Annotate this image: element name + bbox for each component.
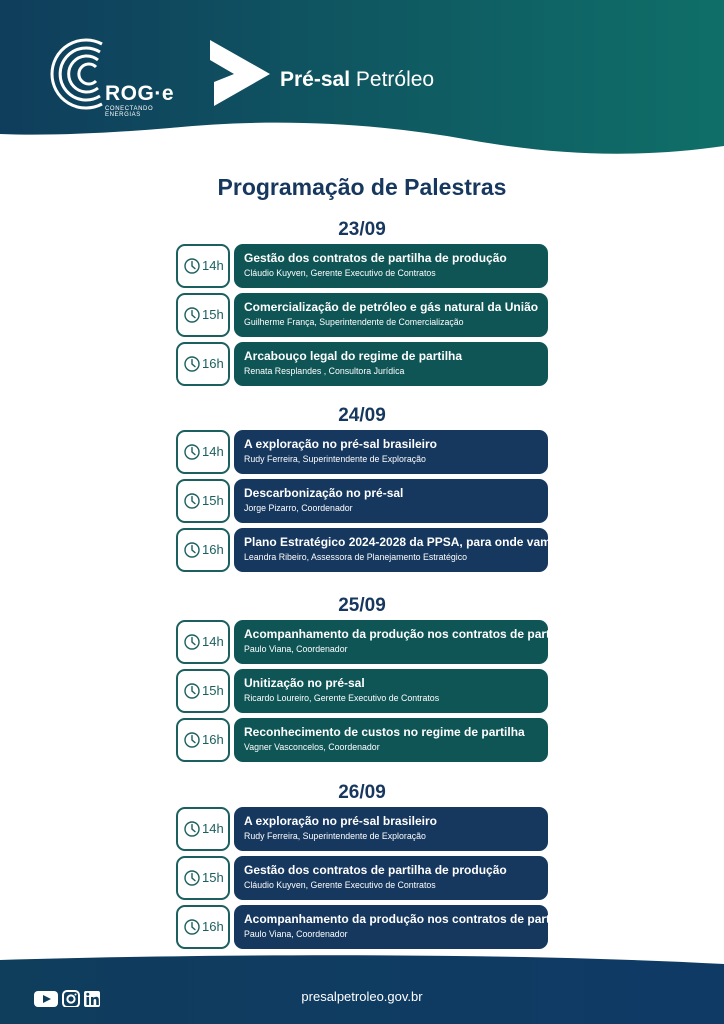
time-slot (176, 293, 230, 337)
talk-card (234, 807, 548, 851)
clock-icon (184, 732, 200, 753)
presal-petroleo-logo (206, 36, 466, 110)
page-title: Programação de Palestras (217, 174, 507, 200)
talk-title: Plano Estratégico 2024-2028 da PPSA, para onde vamos? (244, 535, 573, 549)
talk-card (234, 718, 548, 762)
clock-icon (184, 821, 200, 842)
talk-title: Unitização no pré-sal (244, 676, 365, 690)
presal-petroleo-wordmark (280, 68, 434, 92)
presal-chevron-icon (206, 36, 276, 110)
website-link[interactable]: presalpetroleo.gov.br (301, 989, 423, 1004)
talk-speaker: Paulo Viana, Coordenador (244, 644, 348, 654)
presal-wordmark-bold: Pré-sal (280, 68, 351, 91)
clock-icon (184, 870, 200, 891)
presal-wordmark-regular: Petróleo (350, 68, 435, 91)
clock-icon (184, 919, 200, 940)
talk-card (234, 244, 548, 288)
clock-icon (184, 258, 200, 279)
time-slot (176, 620, 230, 664)
day-label: 26/09 (338, 782, 386, 803)
talk-speaker: Paulo Viana, Coordenador (244, 929, 348, 939)
talk-title: Comercialização de petróleo e gás natural da União (244, 300, 539, 314)
time-label: 14h (202, 634, 224, 649)
time-slot (176, 342, 230, 386)
talk-card (234, 620, 571, 664)
talk-speaker: Rudy Ferreira, Superintendente de Exploração (244, 454, 426, 464)
clock-icon (184, 493, 200, 514)
talk-card (234, 905, 571, 949)
day-label: 24/09 (338, 405, 386, 426)
rog-e-logo (50, 32, 190, 116)
talk-title: A exploração no pré-sal brasileiro (244, 814, 437, 828)
time-slot (176, 430, 230, 474)
clock-icon (184, 356, 200, 377)
talk-title: Descarbonização no pré-sal (244, 486, 404, 500)
talk-card (234, 528, 573, 572)
talk-title: Acompanhamento da produção nos contratos de partilha (244, 627, 571, 641)
rog-e-logo-text: ROG·e (105, 82, 175, 105)
time-slot (176, 905, 230, 949)
talk-speaker: Guilherme França, Superintendente de Comercialização (244, 317, 464, 327)
talk-card (234, 342, 548, 386)
talk-card (234, 479, 548, 523)
rog-e-logo-subtitle: CONECTANDO ENERGIAS (105, 106, 154, 118)
talk-card (234, 856, 548, 900)
talk-title: Gestão dos contratos de partilha de produção (244, 863, 507, 877)
time-label: 16h (202, 919, 224, 934)
talk-title: Reconhecimento de custos no regime de partilha (244, 725, 525, 739)
time-label: 14h (202, 258, 224, 273)
talk-title: Arcabouço legal do regime de partilha (244, 349, 463, 363)
clock-icon (184, 634, 200, 655)
talk-speaker: Vagner Vasconcelos, Coordenador (244, 742, 380, 752)
talk-card (234, 669, 548, 713)
talk-speaker: Leandra Ribeiro, Assessora de Planejamento Estratégico (244, 552, 467, 562)
time-slot (176, 669, 230, 713)
time-label: 14h (202, 821, 224, 836)
rog-e-rings-icon (50, 32, 110, 116)
time-label: 15h (202, 493, 224, 508)
time-label: 15h (202, 307, 224, 322)
talk-title: A exploração no pré-sal brasileiro (244, 437, 437, 451)
talk-card (234, 293, 548, 337)
talk-speaker: Cláudio Kuyven, Gerente Executivo de Contratos (244, 880, 436, 890)
time-slot (176, 718, 230, 762)
time-slot (176, 528, 230, 572)
talk-speaker: Rudy Ferreira, Superintendente de Exploração (244, 831, 426, 841)
clock-icon (184, 683, 200, 704)
clock-icon (184, 542, 200, 563)
time-label: 14h (202, 444, 224, 459)
day-label: 23/09 (338, 219, 386, 240)
talk-speaker: Jorge Pizarro, Coordenador (244, 503, 353, 513)
talk-speaker: Renata Resplandes , Consultora Jurídica (244, 366, 405, 376)
time-label: 16h (202, 732, 224, 747)
talk-speaker: Ricardo Loureiro, Gerente Executivo de Contratos (244, 693, 440, 703)
time-slot (176, 807, 230, 851)
day-label: 25/09 (338, 595, 386, 616)
talk-card (234, 430, 548, 474)
time-label: 16h (202, 356, 224, 371)
time-slot (176, 856, 230, 900)
talk-speaker: Cláudio Kuyven, Gerente Executivo de Contratos (244, 268, 436, 278)
time-label: 15h (202, 683, 224, 698)
talk-title: Gestão dos contratos de partilha de produção (244, 251, 507, 265)
talk-title: Acompanhamento da produção nos contratos de partilha (244, 912, 571, 926)
time-slot (176, 479, 230, 523)
time-label: 15h (202, 870, 224, 885)
time-slot (176, 244, 230, 288)
time-label: 16h (202, 542, 224, 557)
clock-icon (184, 444, 200, 465)
clock-icon (184, 307, 200, 328)
